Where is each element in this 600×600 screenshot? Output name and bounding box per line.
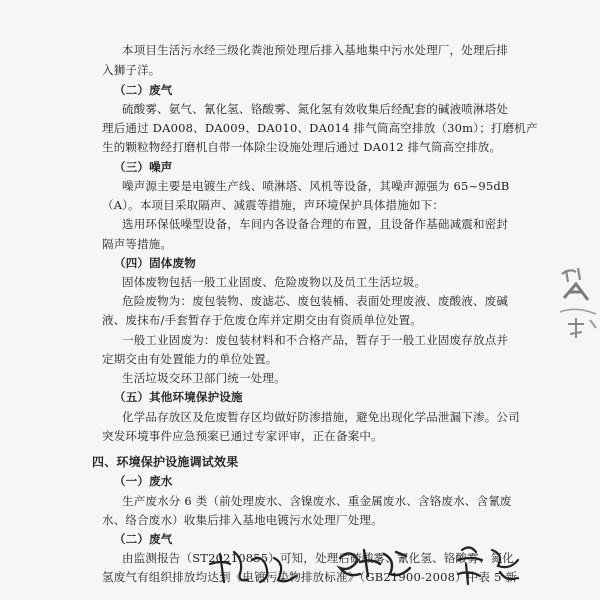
subsection-heading-exhaust-gas-results: （二）废气 <box>114 532 173 546</box>
paragraph-line: 隔声等措施。 <box>102 237 173 251</box>
paragraph-line: 硫酸雾、氨气、氰化氢、铬酸雾、氮化氢有效收集后经配套的碱液喷淋塔处 <box>122 102 509 116</box>
paragraph-line: 选用环保低噪型设备，车间内各设备合理的布置，且设备作基础减震和密封 <box>122 217 509 231</box>
subsection-heading-exhaust-gas: （二）废气 <box>114 83 173 97</box>
paragraph-line: 化学品存放区及危废暂存区均做好防渗措施，避免出现化学品泄漏下渗。公司 <box>122 410 520 424</box>
paragraph-line: 生活垃圾交环卫部门统一处理。 <box>122 371 286 385</box>
subsection-heading-solid-waste: （四）固体废物 <box>114 256 196 270</box>
paragraph-line: 由监测报告（ST20210855）可知，处理后硫酸雾、氰化氢、铬酸雾、氮化 <box>122 551 514 565</box>
subsection-heading-noise: （三）噪声 <box>114 160 173 174</box>
paragraph-line: 一般工业固废为：废包装材料和不合格产品，暂存于一般工业固废存放点并 <box>122 333 509 347</box>
paragraph-line: 固体废物包括一般工业固废、危险废物以及员工生活垃圾。 <box>122 275 427 289</box>
paragraph-line: 理后通过 DA008、DA009、DA010、DA014 排气筒高空排放（30m）；打磨机产 <box>102 121 538 135</box>
handwritten-signatures <box>200 530 560 590</box>
subsection-heading-other-facilities: （五）其他环境保护设施 <box>114 390 243 404</box>
signature-3 <box>458 547 518 584</box>
signature-2 <box>340 550 410 576</box>
paragraph-line: 定期交由有处置能力的单位处置。 <box>102 352 278 366</box>
paragraph-line: 水、络合废水）收集后排入基地电镀污水处理厂处理。 <box>102 513 383 527</box>
paragraph-line: 氢废气有组织排放均达到《电镀污染物排放标准》（GB21900-2008）中表 5 新 <box>102 570 518 584</box>
paragraph-line: 噪声源主要是电镀生产线、喷淋塔、风机等设备，其噪声源强为 65~95dB <box>122 179 510 193</box>
signature-1 <box>210 552 296 582</box>
paragraph-line: 危险废物为：废包装物、废滤芯、废包装桶、表面处理废液、废酸液、废碱 <box>122 294 509 308</box>
subsection-heading-wastewater: （一）废水 <box>114 474 173 488</box>
section-heading-commissioning-results: 四、环境保护设施调试效果 <box>92 455 239 469</box>
paragraph-line: 入狮子洋。 <box>102 63 161 77</box>
paragraph-line: 生产废水分 6 类（前处理废水、含镍废水、重金属废水、含铬废水、含氰废 <box>122 494 512 508</box>
paragraph-line: 液、废抹布/手套暂存于危废仓库并定期交由有资质单位处置。 <box>102 313 422 327</box>
paragraph-line: （A）。本项目采取隔声、减震等措施，声环境保护具体措施如下： <box>102 198 445 212</box>
paragraph-line: 生的颗粒物经打磨机自带一体除尘设施处理后通过 DA012 排气筒高空排放。 <box>102 140 502 154</box>
seal-stamp-partial <box>556 262 600 348</box>
paragraph-line: 本项目生活污水经三级化粪池预处理后排入基地集中污水处理厂，处理后排 <box>122 43 509 57</box>
paragraph-line: 突发环境事件应急预案已通过专家评审，正在备案中。 <box>102 429 383 443</box>
